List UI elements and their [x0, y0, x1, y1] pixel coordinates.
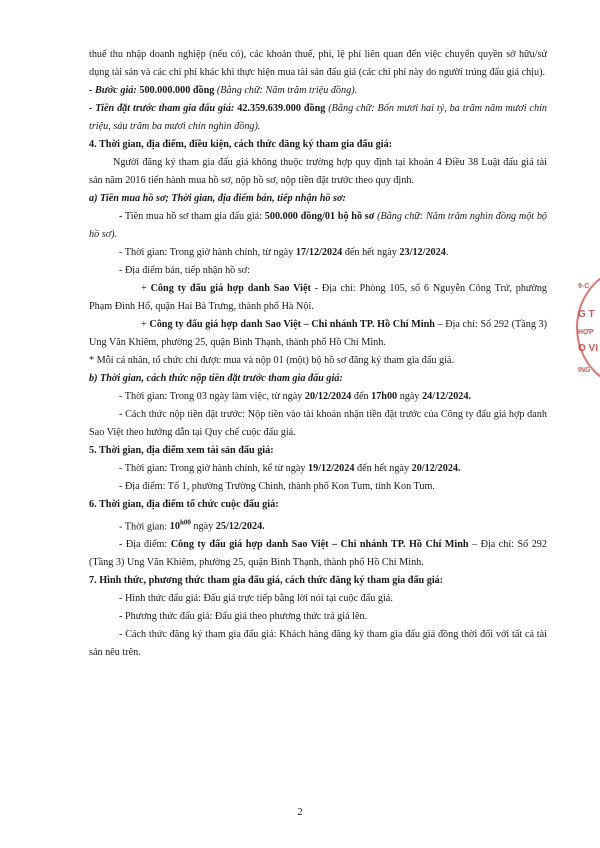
- section-4a-heading: a) Tiền mua hồ sơ; Thời gian, địa điểm bán, tiếp nhận hồ sơ:: [89, 193, 346, 204]
- auction-time-date: 25/12/2024.: [215, 521, 265, 533]
- dossier-time-line: - Thời gian: Trong giờ hành chính, từ ngày 17/12/2024 đến hết ngày 23/12/2024.: [119, 247, 449, 258]
- org-hcm-bullet: +: [141, 319, 147, 330]
- section-6-heading: 6. Thời gian, địa điểm tổ chức cuộc đấu giá:: [89, 499, 279, 510]
- auction-place-line: [89, 536, 547, 572]
- dossier-time-to: 23/12/2024: [399, 247, 446, 258]
- auction-place-prefix: - Địa điểm:: [119, 539, 168, 551]
- viewing-time-from: 19/12/2024: [308, 463, 355, 474]
- deposit-time-prefix: - Thời gian: Trong 03 ngày làm việc, từ ngày: [119, 391, 303, 402]
- stamp-text-4: O VI: [578, 343, 599, 354]
- deposit-time-mid2: ngày: [399, 391, 420, 402]
- section-7-heading: 7. Hình thức, phương thức tham gia đấu giá, cách thức đăng ký tham gia đấu giá:: [89, 575, 444, 587]
- deposit-method-line: - Cách thức nộp tiền đặt trước: Nộp tiền vào tài khoản nhận tiền đặt trước của Công ty đấu giá hợp danh Sao Việt theo hướng dẫn tại Quy chế cuộc đấu giá.: [89, 409, 547, 438]
- deposit-time-line: [89, 388, 547, 406]
- section-4-intro: Người đăng ký tham gia đấu giá không thuộc trường hợp quy định tại khoản 4 Điều 38 Luật đấu giá tài sản năm 2016 tiến hành mua hồ sơ, nộp hồ sơ, nộp tiền đặt trước theo quy định.: [89, 157, 547, 186]
- auction-method-line: - Phương thức đấu giá: Đấu giá theo phương thức trả giá lên.: [119, 611, 368, 623]
- bid-step-words: (Bằng chữ: Năm trăm triệu đồng).: [216, 85, 358, 96]
- dossier-time-prefix: - Thời gian: Trong giờ hành chính, từ ngày: [119, 247, 294, 258]
- auction-place-org: Công ty đấu giá hợp danh Sao Việt – Chi nhánh TP. Hồ Chí Minh: [170, 539, 469, 551]
- deposit-label: - Tiền đặt trước tham gia đấu giá:: [89, 103, 235, 114]
- bid-step-label: - Bước giá:: [89, 85, 137, 96]
- deposit-line: [89, 100, 547, 136]
- auction-time-mid: ngày: [193, 521, 214, 533]
- page-number: 2: [297, 807, 303, 818]
- viewing-time-to: 20/12/2024.: [411, 463, 461, 474]
- deposit-time-hour: 17h00: [371, 391, 398, 402]
- stamp-text-1: 9-C: [578, 283, 590, 290]
- deposit-time-to: 24/12/2024.: [422, 391, 472, 402]
- section-5-heading: 5. Thời gian, địa điểm xem tài sản đấu giá:: [89, 445, 274, 456]
- bid-step-line: [89, 82, 547, 100]
- tax-costs-text: thuế thu nhập doanh nghiệp (nếu có), các khoản thuế, phí, lệ phí liên quan đến việc chuyển quyền sở hữu/sử dụng tài sản và các chi phí khác khi thực hiện mua tài sản đấu giá (các chi phí này do người trúng đấu giá chịu).: [89, 49, 547, 78]
- auction-time-prefix: - Thời gian:: [119, 521, 168, 533]
- viewing-place-line: - Địa điểm: Tổ 1, phường Trường Chinh, thành phố Kon Tum, tỉnh Kon Tum.: [119, 481, 435, 492]
- stamp-text-3: HỢP: [578, 329, 594, 336]
- auction-time-value: [170, 521, 265, 532]
- one-dossier-note: * Mỗi cá nhân, tổ chức chỉ được mua và nộp 01 (một) bộ hồ sơ đăng ký tham gia đấu giá.: [89, 355, 454, 366]
- deposit-value: 42.359.639.000 đồng: [237, 103, 326, 114]
- auction-time-line: [89, 514, 547, 536]
- dossier-time-from: 17/12/2024: [295, 247, 343, 258]
- viewing-time-line: [89, 460, 547, 478]
- org-hanoi-name: Công ty đấu giá hợp danh Sao Việt: [150, 283, 311, 294]
- stamp-text-5: ING: [578, 367, 591, 374]
- red-seal-stamp: [574, 265, 600, 390]
- dossier-fee-words: (Bằng chữ: Năm trăm nghìn đồng một bộ hồ sơ).: [89, 211, 548, 240]
- auction-time-hour: 10: [169, 521, 180, 533]
- dossier-place-line: - Địa điểm bán, tiếp nhận hồ sơ:: [119, 265, 251, 276]
- org-hanoi-bullet: +: [141, 283, 147, 294]
- paragraph-tax-costs: [89, 46, 547, 82]
- auction-time-minutes: h00: [179, 519, 191, 527]
- org-hanoi-line: [89, 280, 547, 316]
- deposit-time-mid: đến: [353, 391, 369, 402]
- dossier-time-mid: đến hết ngày: [344, 247, 397, 258]
- org-hanoi-address: - Địa chỉ: Phòng 105, số 6 Nguyễn Công Trứ, phường Phạm Đình Hổ, quận Hai Bà Trưng, thành phố Hà Nội.: [89, 283, 548, 312]
- document-body: [89, 46, 547, 662]
- bid-step-value: 500.000.000 đồng: [139, 85, 215, 96]
- dossier-fee-line: [89, 208, 547, 244]
- auction-place-address: – Địa chỉ: Số 292 (Tầng 3) Ung Văn Khiêm, phường 25, quận Bình Thạnh, thành phố Hồ Chí Minh.: [89, 539, 547, 569]
- stamp-text-2: G T: [578, 309, 595, 320]
- org-hcm-address: – Địa chỉ: Số 292 (Tầng 3) Ung Văn Khiêm, phường 25, quận Bình Thạnh, thành phố Hồ Chí Minh.: [89, 319, 547, 348]
- deposit-time-from: 20/12/2024: [304, 391, 352, 402]
- deposit-words: (Bằng chữ: Bốn mươi hai tỷ, ba trăm năm mươi chín triệu, sáu trăm ba mươi chín nghìn đồng).: [89, 103, 548, 132]
- auction-form-line: - Hình thức đấu giá: Đấu giá trực tiếp bằng lời nói tại cuộc đấu giá.: [119, 593, 393, 605]
- viewing-time-mid: đến hết ngày: [356, 463, 410, 474]
- dossier-fee-prefix: - Tiền mua hồ sơ tham gia đấu giá:: [119, 211, 263, 222]
- org-hcm-line: [89, 316, 547, 352]
- section-4-heading: 4. Thời gian, địa điểm, điều kiện, cách thức đăng ký tham gia đấu giá:: [89, 139, 393, 150]
- dossier-fee-value: 500.000 đồng/01 bộ hồ sơ: [264, 211, 375, 222]
- viewing-time-prefix: - Thời gian: Trong giờ hành chính, kể từ ngày: [119, 463, 306, 474]
- section-4b-heading: b) Thời gian, cách thức nộp tiền đặt trước tham gia đấu giá:: [89, 373, 343, 384]
- org-hcm-name: Công ty đấu giá hợp danh Sao Việt – Chi nhánh TP. Hồ Chí Minh: [149, 319, 435, 330]
- auction-register-line: - Cách thức đăng ký tham gia đấu giá: Khách hàng đăng ký tham gia đấu giá đồng thời đối với tất cả tài sản nêu trên.: [89, 629, 547, 659]
